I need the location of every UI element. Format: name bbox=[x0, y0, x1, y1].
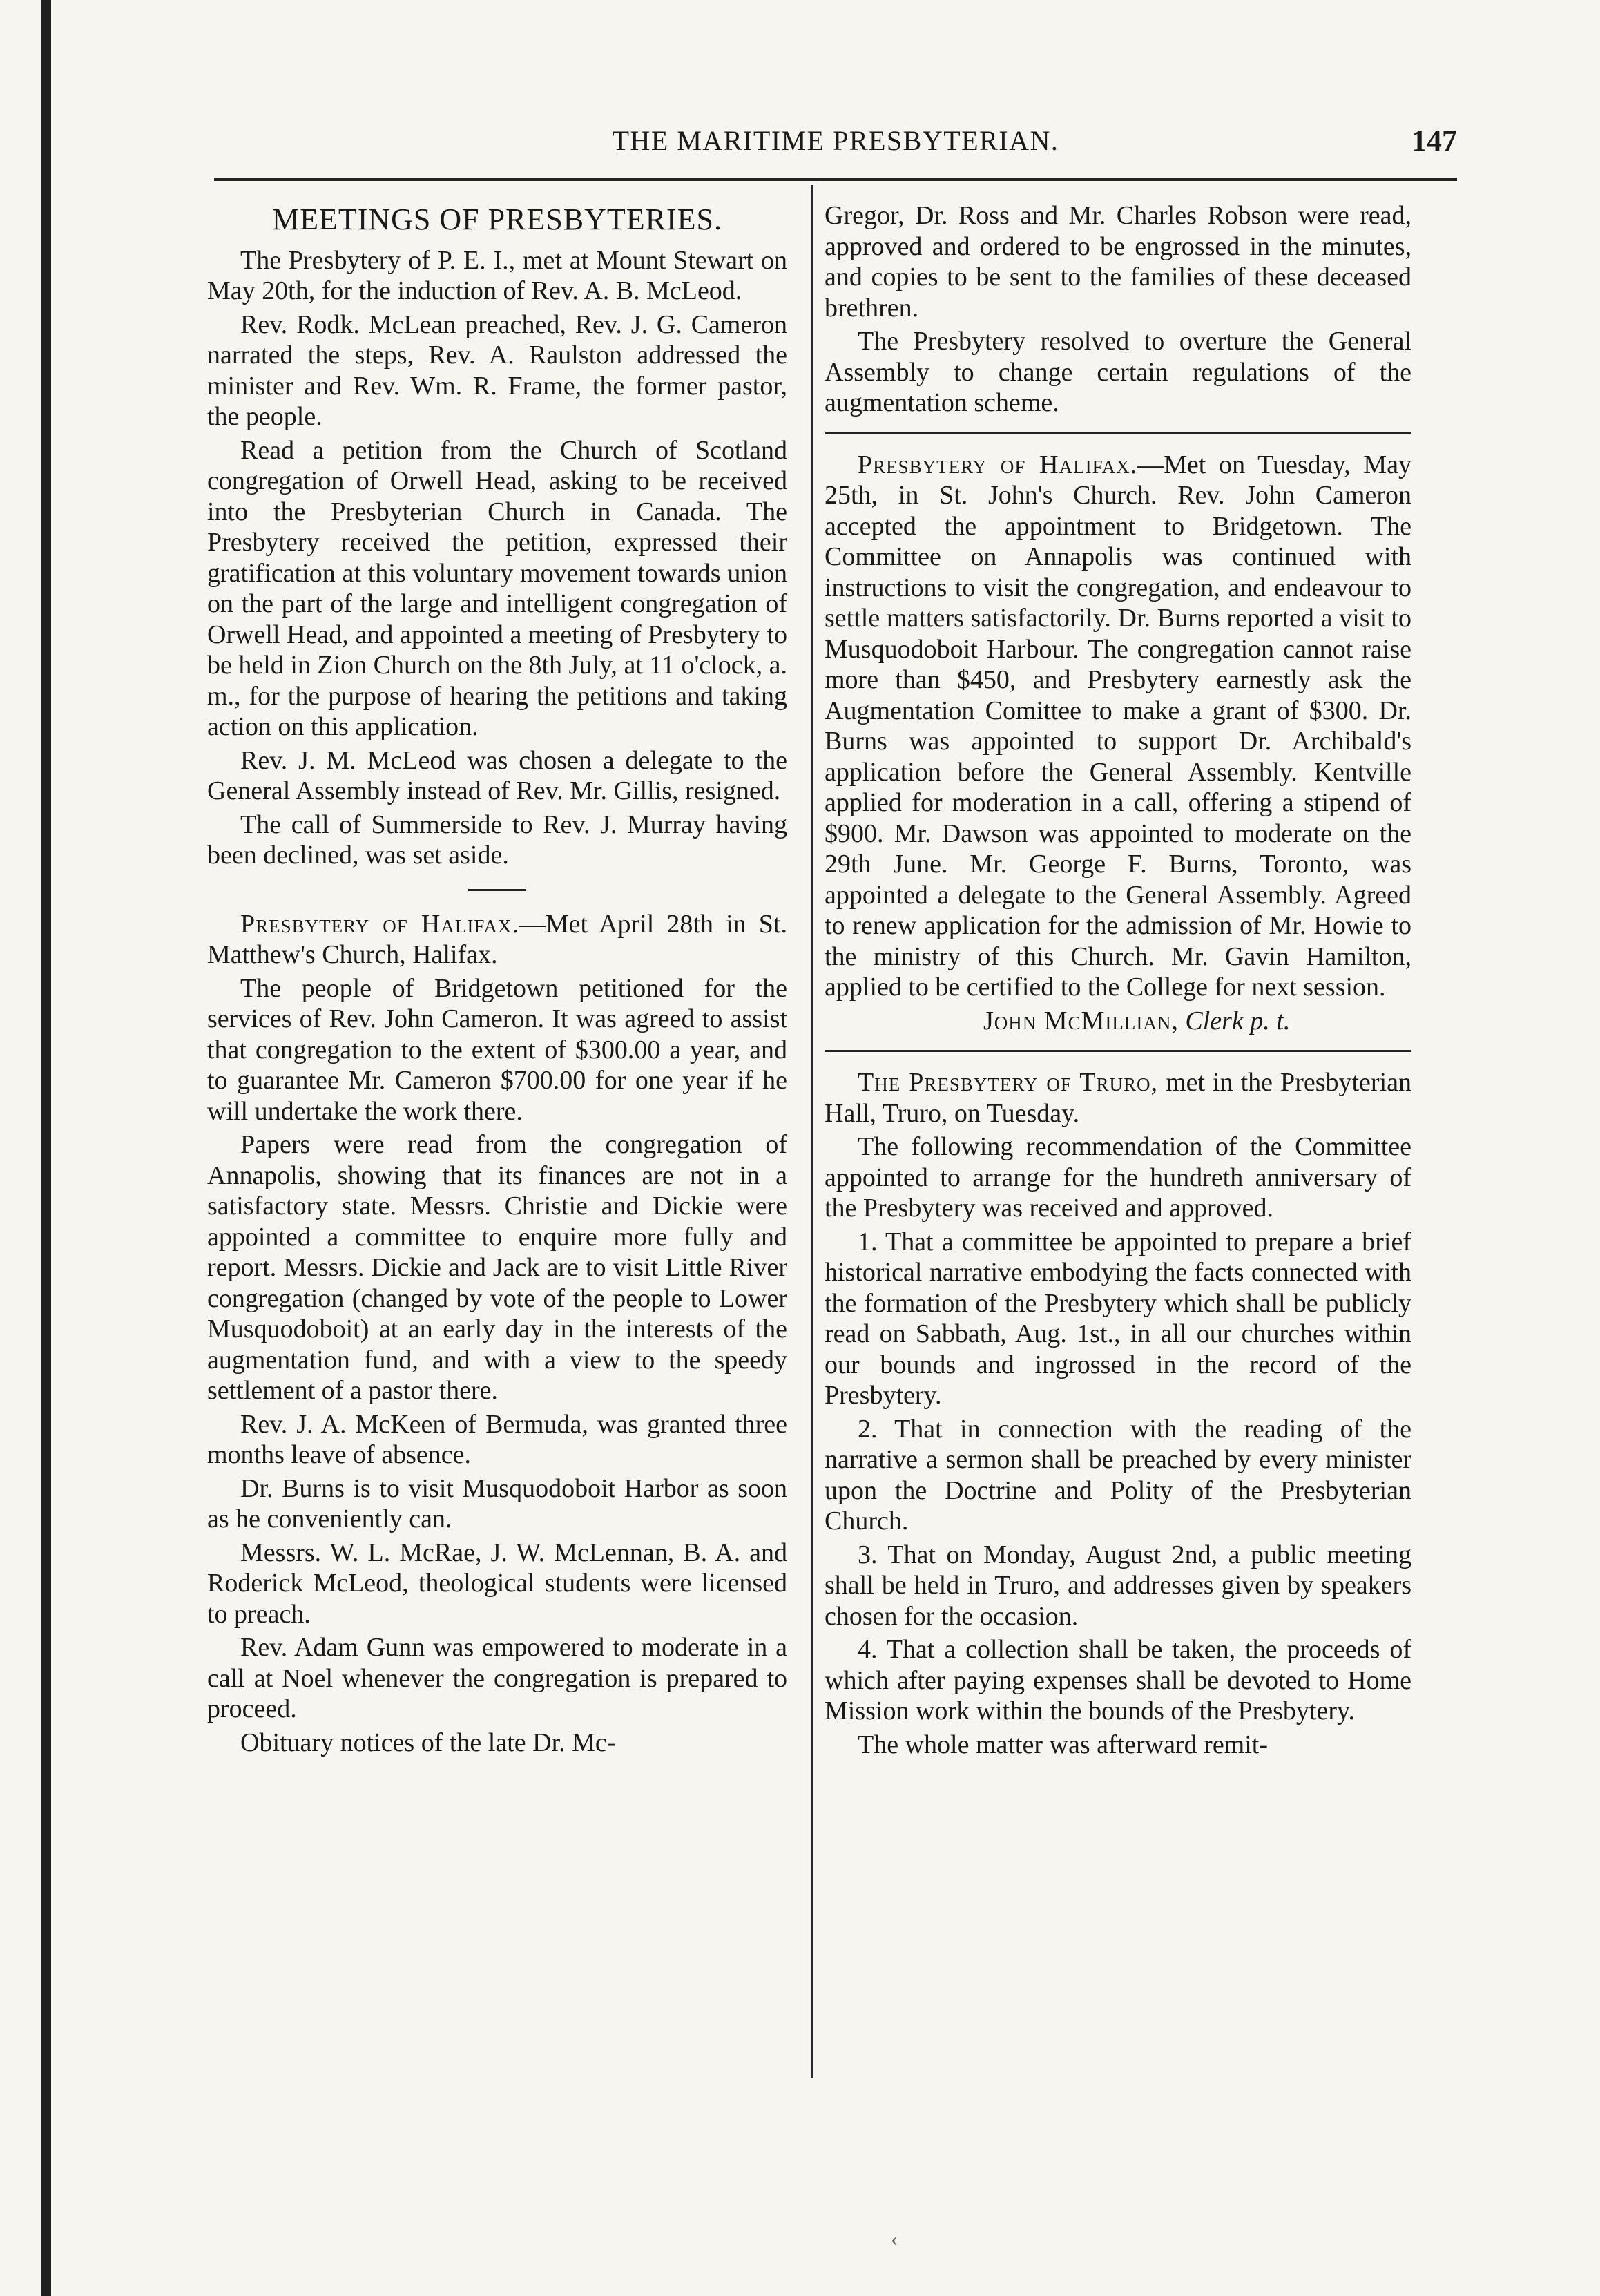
pei-paragraph: The call of Summerside to Rev. J. Murray having been declined, was set aside. bbox=[207, 810, 787, 870]
continuation-paragraph: Gregor, Dr. Ross and Mr. Charles Robson were read, approved and ordered to be engrossed in the minutes, and copies to be sent to the families of these deceased brethren. bbox=[825, 201, 1411, 323]
halifax-paragraph: Papers were read from the congregation of Annapolis, showing that its finances are not in a satisfactory state. Messrs. Christie and Dickie were appointed a committee to enquire more fully and report. Messrs. Dickie and Jack are to visit Little River congregation (changed by vote of the people to Lower Musquodoboit) at an early day in the interests of the augmentation fund, and with a view to the speedy settlement of a pastor there. bbox=[207, 1130, 787, 1405]
pei-paragraph: Read a petition from the Church of Scotland congregation of Orwell Head, asking to be received into the Presbyterian Church in Canada. The Presbytery received the petition, expressed their gratification at this voluntary movement towards union on the part of the large and intelligent congregation of Orwell Head, and appointed a meeting of Presbytery to be held in Zion Church on the 8th July, at 11 o'clock, a. m., for the purpose of hearing the petitions and taking action on this application. bbox=[207, 435, 787, 741]
section-title: MEETINGS OF PRESBYTERIES. bbox=[271, 202, 723, 236]
section-separator bbox=[825, 1050, 1411, 1052]
truro-paragraph: The whole matter was afterward remit- bbox=[858, 1730, 1269, 1759]
halifax2-lead: —Met on Tuesday, May 25th, in St. John's Church. Rev. John Cameron accepted the appointment to Bridgetown. The Committee on Annapolis was continued with instructions to visit the congregation, and endeavour to settle matters satisfactorily. Dr. Burns reported a visit to Musquodoboit Harbour. The congregation cannot raise more than $450, and Presbytery earnestly ask the Augmentation Comittee to make a grant of $300. Dr. Burns was appointed to support Dr. Archibald's application before the General Assembly. Kentville applied for moderation in a call, offering a stipend of $900. Mr. Dawson was appointed to moderate on the 29th June. Mr. George F. Burns, Toronto, was appointed a delegate to the General Assembly. Agreed to renew application for the admission of Mr. Howie to the ministry of this Church. Mr. Gavin Hamilton, applied to be certified to the College for next session. bbox=[825, 450, 1411, 1002]
signature-name: John McMillian, bbox=[983, 1006, 1179, 1035]
section-separator bbox=[468, 889, 526, 891]
truro-lead: met in the Presbyterian Hall, Truro, on Tuesday. bbox=[825, 1068, 1412, 1128]
truro-paragraph: 4. That a collection shall be taken, the proceeds of which after paying expenses shall be devoted to Home Mission work within the bounds of the Presbytery. bbox=[825, 1635, 1411, 1725]
pei-paragraph: Rev. J. M. McLeod was chosen a delegate to the General Assembly instead of Rev. Mr. Gillis, resigned. bbox=[207, 745, 787, 805]
running-title: THE MARITIME PRESBYTERIAN. bbox=[612, 125, 1059, 156]
page-number: 147 bbox=[1411, 124, 1457, 157]
halifax-lead: —Met April 28th in St. Matthew's Church, Halifax. bbox=[207, 909, 787, 969]
truro-paragraph: 3. That on Monday, August 2nd, a public meeting shall be held in Truro, and addresses given by speakers chosen for the occasion. bbox=[825, 1540, 1411, 1631]
header-rule bbox=[214, 178, 1457, 181]
halifax-paragraph: Obituary notices of the late Dr. Mc- bbox=[240, 1728, 616, 1757]
page-header bbox=[214, 117, 1457, 173]
left-column bbox=[207, 200, 787, 1761]
stray-mark: ‹ bbox=[891, 2228, 898, 2250]
column-divider bbox=[811, 185, 813, 2078]
section-separator bbox=[825, 432, 1411, 434]
halifax2-paragraph bbox=[825, 450, 1411, 1003]
continuation-paragraph: The Presbytery resolved to overture the General Assembly to change certain regulations of the augmentation scheme. bbox=[825, 327, 1411, 417]
pei-paragraph: The Presbytery of P. E. I., met at Mount Stewart on May 20th, for the induction of Rev. A. B. McLeod. bbox=[207, 245, 787, 305]
halifax2-heading: Presbytery of Halifax. bbox=[858, 450, 1138, 479]
truro-paragraph: The following recommendation of the Committee appointed to arrange for the hundreth anniversary of the Presbytery was received and approved. bbox=[825, 1132, 1411, 1223]
pei-paragraph: Rev. Rodk. McLean preached, Rev. J. G. Cameron narrated the steps, Rev. A. Raulston addressed the minister and Rev. Wm. R. Frame, the former pastor, the people. bbox=[207, 309, 787, 431]
truro-paragraph: 2. That in connection with the reading of the narrative a sermon shall be preached by every minister upon the Doctrine and Polity of the Presbyterian Church. bbox=[825, 1414, 1411, 1536]
halifax-heading: Presbytery of Halifax. bbox=[240, 909, 519, 939]
truro-paragraph: 1. That a committee be appointed to prepare a brief historical narrative embodying the facts connected with the formation of the Presbytery which shall be publicly read on Sabbath, Aug. 1st., in all our churches within our bounds and ingrossed in the record of the Presbytery. bbox=[825, 1227, 1411, 1410]
halifax-paragraph: Rev. J. A. McKeen of Bermuda, was granted three months leave of absence. bbox=[207, 1409, 787, 1469]
halifax-paragraph: The people of Bridgetown petitioned for the services of Rev. John Cameron. It was agreed to assist that congregation to the extent of $300.00 a year, and to guarantee Mr. Cameron $700.00 for one year if he will undertake the work there. bbox=[207, 973, 787, 1126]
clerk-signature bbox=[825, 1006, 1411, 1037]
halifax-paragraph: Messrs. W. L. McRae, J. W. McLennan, B. A. and Roderick McLeod, theological students were licensed to preach. bbox=[207, 1538, 787, 1629]
right-column bbox=[825, 200, 1411, 1763]
halifax-intro-paragraph bbox=[207, 909, 787, 970]
truro-intro-paragraph bbox=[825, 1067, 1411, 1129]
signature-title: Clerk p. t. bbox=[1185, 1006, 1291, 1035]
halifax-paragraph: Rev. Adam Gunn was empowered to moderate in a call at Noel whenever the congregation is prepared to proceed. bbox=[207, 1633, 787, 1723]
truro-heading: The Presbytery of Truro, bbox=[858, 1068, 1158, 1097]
page-edge-shadow bbox=[41, 0, 51, 2296]
halifax-paragraph: Dr. Burns is to visit Musquodoboit Harbor as soon as he conveniently can. bbox=[207, 1473, 787, 1533]
